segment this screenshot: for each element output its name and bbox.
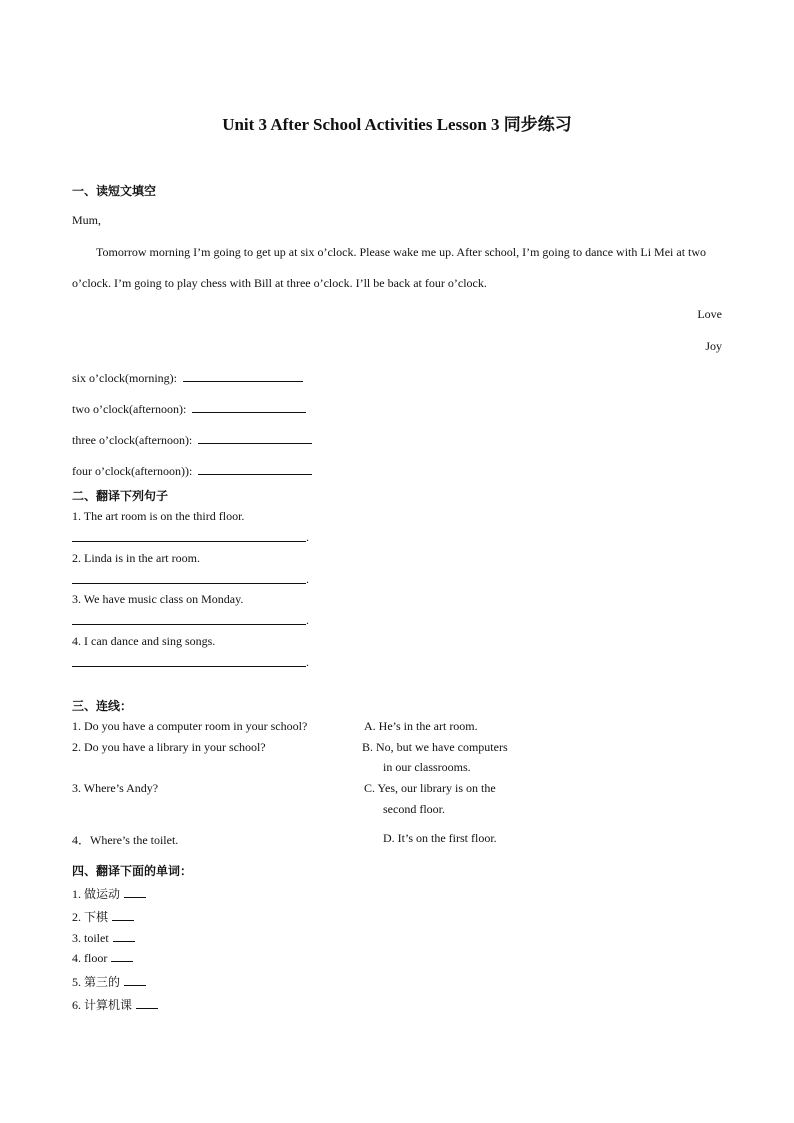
fill-item-label: four o’clock(afternoon)): [72, 464, 193, 478]
match-question-4[interactable]: 4．Where’s the toilet. [72, 833, 179, 847]
match-question-2[interactable]: 2. Do you have a library in your school? [72, 740, 266, 754]
letter-signature: Joy [705, 339, 722, 353]
sentence-4: 4. I can dance and sing songs. [72, 634, 216, 648]
answer-blank[interactable] [112, 910, 134, 921]
section-heading-translate-sentences: 二、翻译下列句子 [72, 489, 169, 503]
word-label: 2. 下棋 [72, 910, 109, 924]
fill-item-3 [72, 432, 312, 448]
answer-blank[interactable] [192, 401, 306, 413]
fill-item-label: two o’clock(afternoon): [72, 402, 187, 416]
word-item-2 [72, 908, 134, 925]
answer-line[interactable] [72, 666, 306, 667]
match-answer-a[interactable]: A. He’s in the art room. [364, 719, 478, 733]
answer-line[interactable] [72, 541, 306, 542]
match-answer-b[interactable]: B. No, but we have computers [362, 740, 508, 754]
answer-blank[interactable] [136, 998, 158, 1009]
sentence-1: 1. The art room is on the third floor. [72, 509, 245, 523]
fill-item-2 [72, 401, 306, 417]
answer-blank[interactable] [198, 463, 312, 475]
word-label: 6. 计算机课 [72, 998, 133, 1012]
word-item-3 [72, 931, 135, 946]
word-item-1 [72, 885, 146, 902]
letter-closing: Love [697, 307, 722, 321]
fill-item-1 [72, 370, 303, 386]
section-heading-matching: 三、连线： [72, 699, 133, 713]
page-title: Unit 3 After School Activities Lesson 3 同步练习 [222, 115, 572, 134]
match-answer-b-cont: in our classrooms. [383, 760, 471, 774]
answer-blank[interactable] [111, 951, 133, 962]
word-label: 5. 第三的 [72, 975, 121, 989]
line-period: . [306, 613, 309, 627]
fill-item-label: six o’clock(morning): [72, 371, 177, 385]
answer-blank[interactable] [124, 975, 146, 986]
answer-line[interactable] [72, 624, 306, 625]
answer-blank[interactable] [113, 931, 135, 942]
letter-salutation: Mum, [72, 213, 102, 227]
word-label: 3. toilet [72, 931, 109, 945]
section-heading-reading: 一、读短文填空 [72, 184, 157, 198]
sentence-2: 2. Linda is in the art room. [72, 551, 200, 565]
letter-body-line-2: o’clock. I’m going to play chess with Bill at three o’clock. I’ll be back at four o’clock. [72, 276, 487, 290]
match-answer-c-cont: second floor. [383, 802, 445, 816]
word-item-6 [72, 996, 158, 1013]
sentence-3: 3. We have music class on Monday. [72, 592, 244, 606]
answer-blank[interactable] [124, 887, 146, 898]
section-heading-translate-words: 四、翻译下面的单词： [72, 864, 193, 878]
match-question-1[interactable]: 1. Do you have a computer room in your school? [72, 719, 308, 733]
answer-blank[interactable] [183, 370, 303, 382]
fill-item-4 [72, 463, 312, 479]
line-period: . [306, 530, 309, 544]
word-item-4 [72, 951, 133, 966]
answer-line[interactable] [72, 583, 306, 584]
answer-blank[interactable] [198, 432, 312, 444]
match-answer-d[interactable]: D. It’s on the first floor. [383, 831, 497, 845]
line-period: . [306, 655, 309, 669]
word-label: 1. 做运动 [72, 887, 121, 901]
match-answer-c[interactable]: C. Yes, our library is on the [364, 781, 496, 795]
match-question-3[interactable]: 3. Where’s Andy? [72, 781, 159, 795]
word-item-5 [72, 973, 146, 990]
letter-body-line-1: Tomorrow morning I’m going to get up at six o’clock. Please wake me up. After school, I’m going to dance with Li Mei at two [96, 245, 707, 259]
line-period: . [306, 572, 309, 586]
fill-item-label: three o’clock(afternoon): [72, 433, 193, 447]
word-label: 4. floor [72, 951, 108, 965]
